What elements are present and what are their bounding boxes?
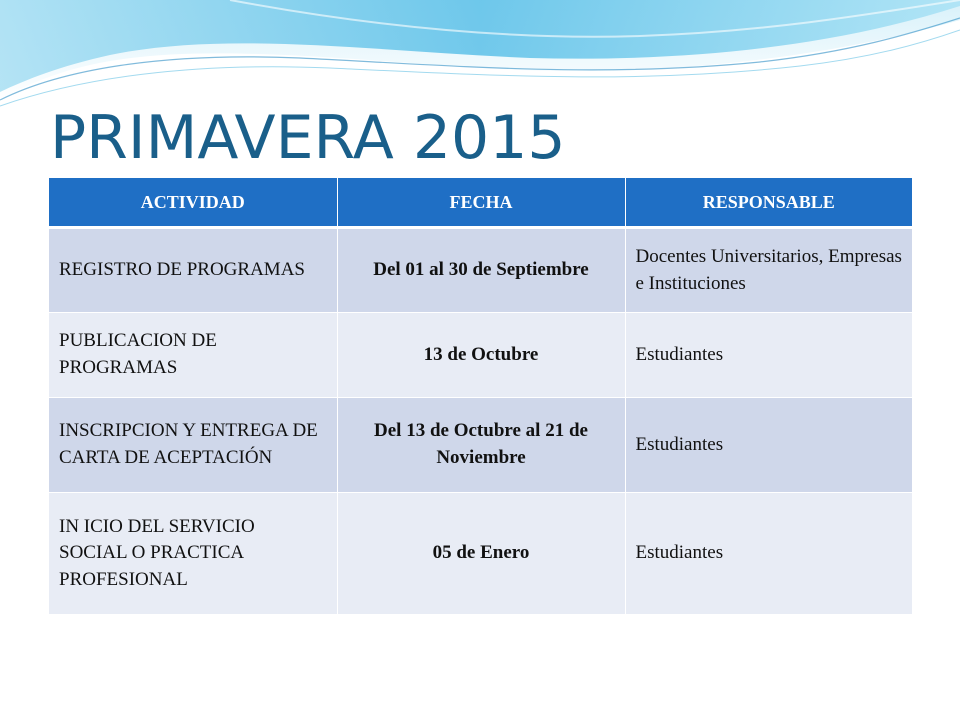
cell-actividad: IN ICIO DEL SERVICIO SOCIAL O PRACTICA PROFESIONAL [49,493,337,615]
cell-fecha: Del 01 al 30 de Septiembre [337,228,625,313]
cell-fecha: 05 de Enero [337,493,625,615]
decorative-wave-header [0,0,960,120]
cell-responsable: Estudiantes [625,398,912,493]
column-header-responsable: RESPONSABLE [625,178,912,228]
cell-fecha: Del 13 de Octubre al 21 de Noviembre [337,398,625,493]
cell-responsable: Estudiantes [625,313,912,398]
table-row [49,228,912,313]
slide-title: PRIMAVERA 2015 [50,103,566,173]
column-header-fecha: FECHA [337,178,625,228]
cell-actividad: REGISTRO DE PROGRAMAS [49,228,337,313]
cell-fecha: 13 de Octubre [337,313,625,398]
column-header-actividad: ACTIVIDAD [49,178,337,228]
table-row [49,398,912,493]
table-row [49,493,912,615]
cell-responsable: Estudiantes [625,493,912,615]
schedule-table [49,178,912,615]
table-row [49,313,912,398]
table-header-row [49,178,912,228]
cell-actividad: PUBLICACION DE PROGRAMAS [49,313,337,398]
cell-responsable: Docentes Universitarios, Empresas e Instituciones [625,228,912,313]
cell-actividad: INSCRIPCION Y ENTREGA DE CARTA DE ACEPTACIÓN [49,398,337,493]
